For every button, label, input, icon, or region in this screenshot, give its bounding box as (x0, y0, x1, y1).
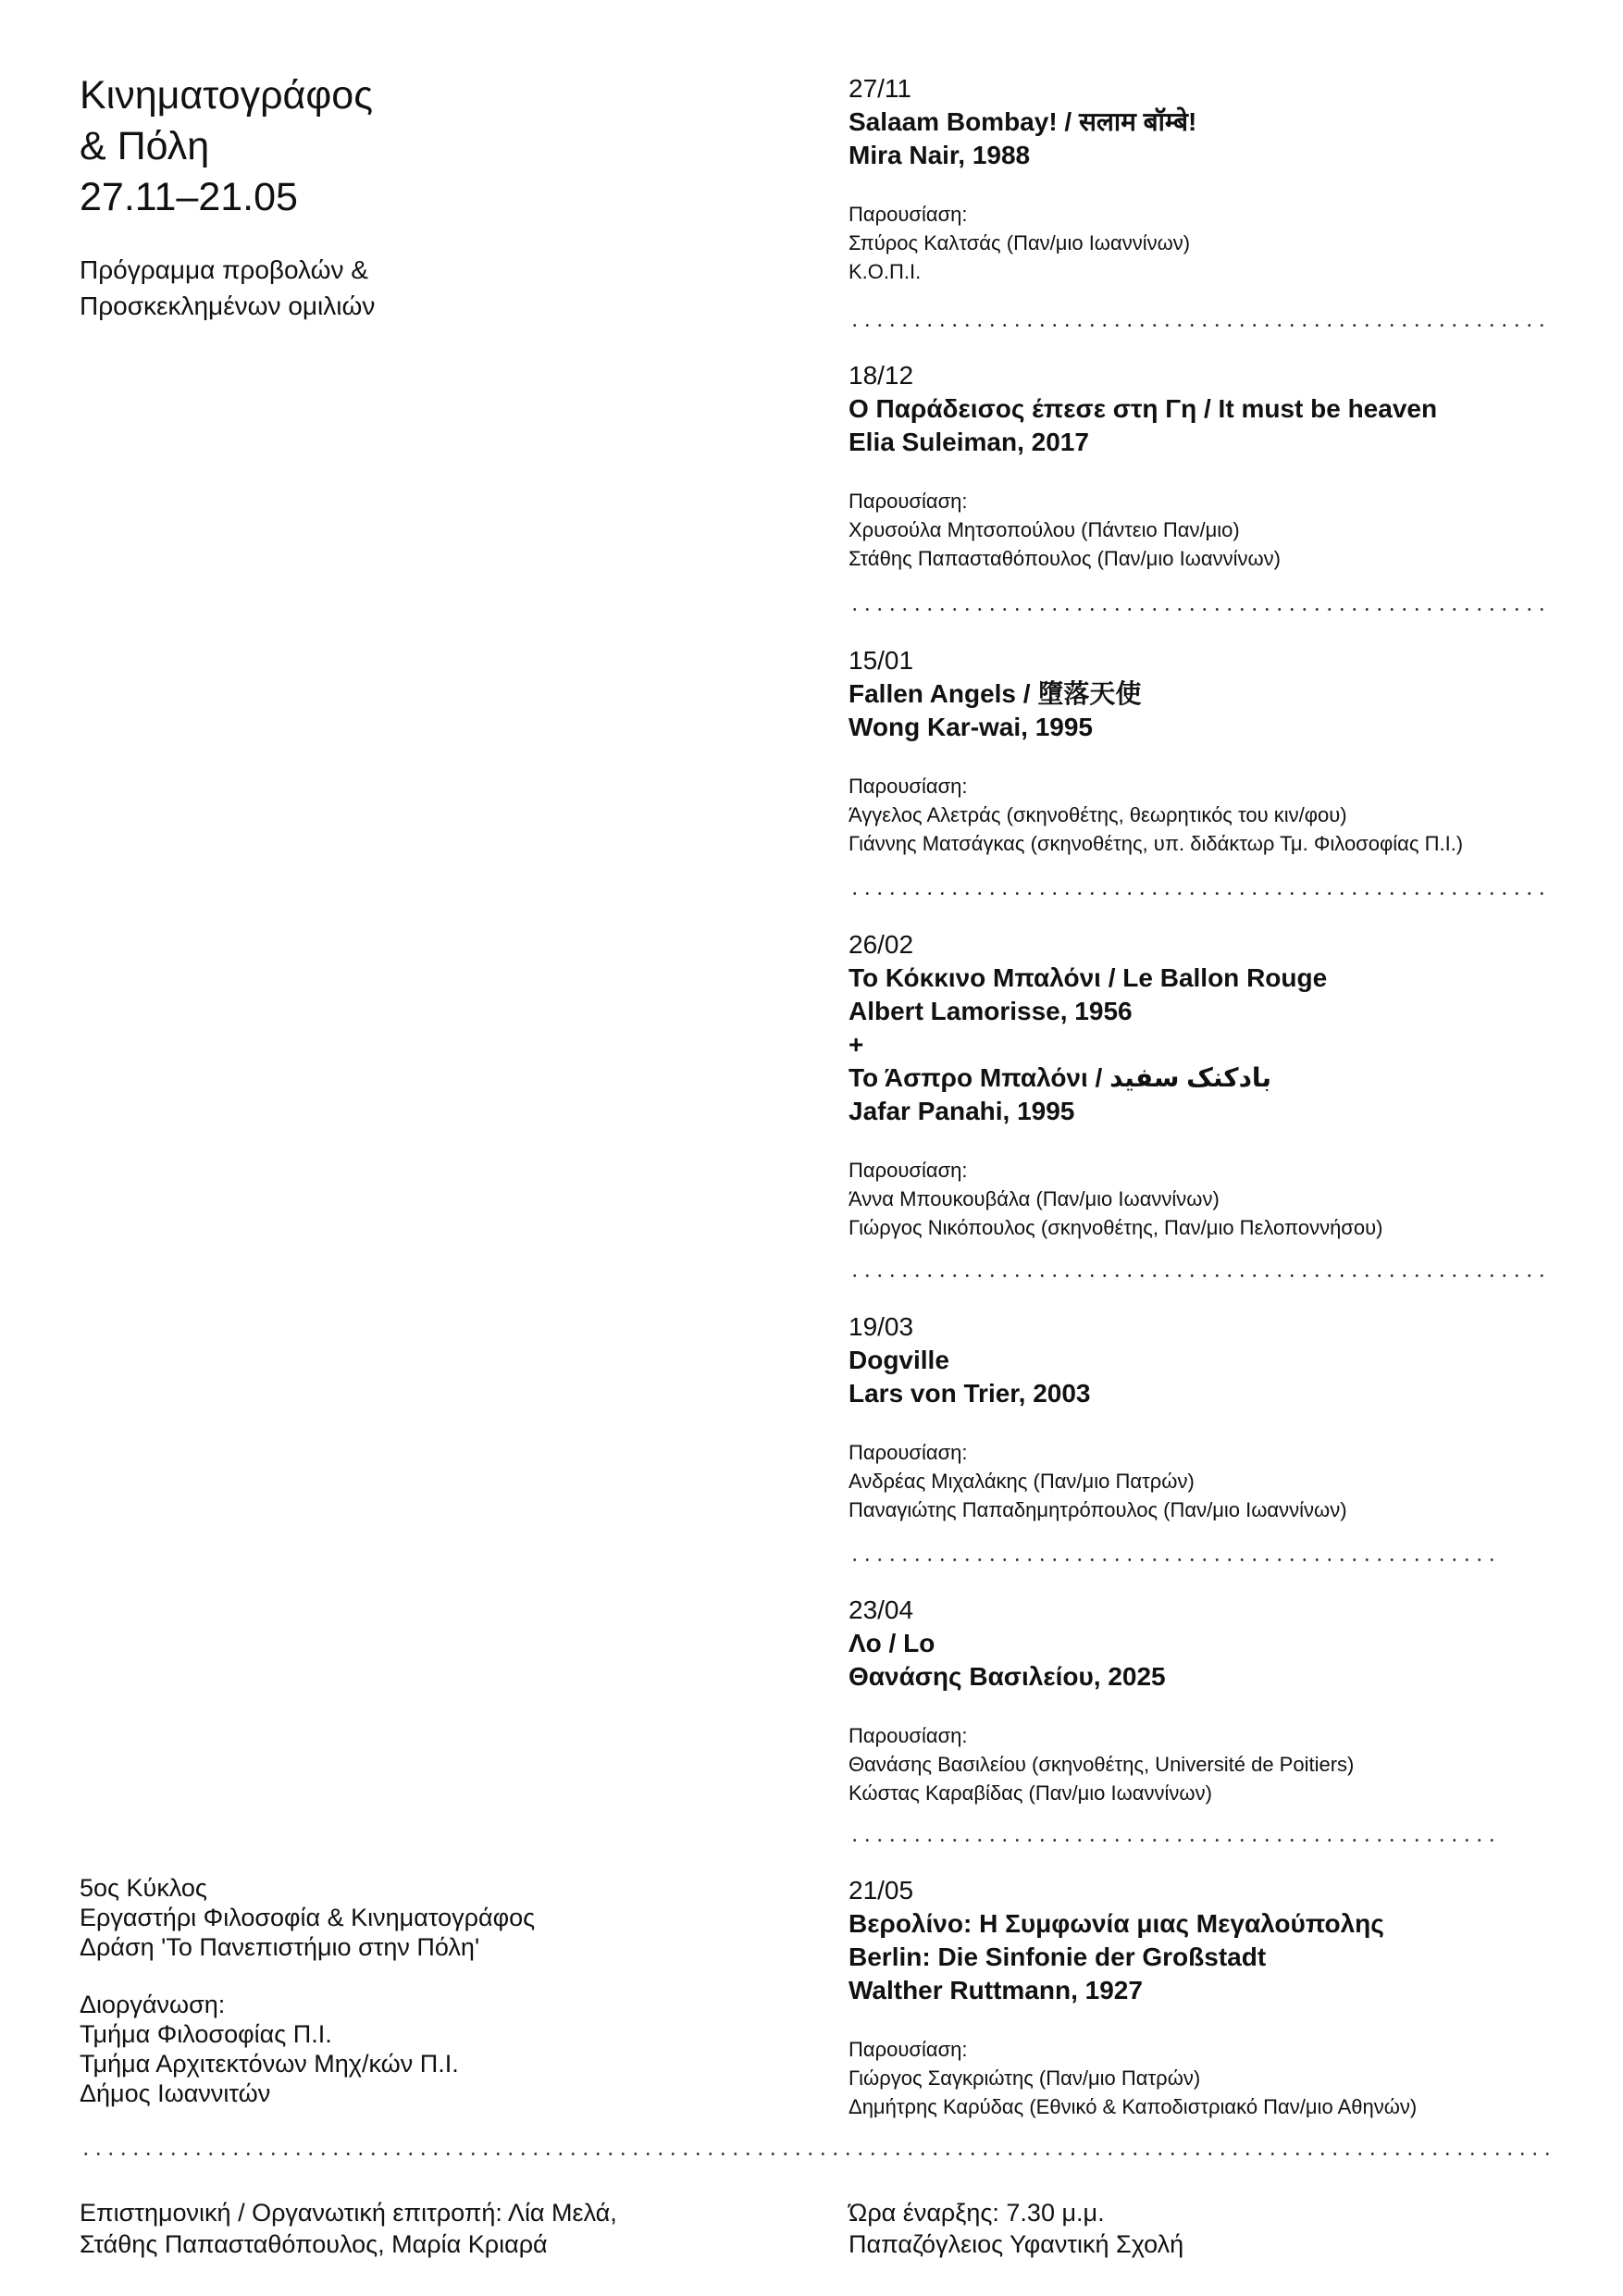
presenter: Γιάννης Ματσάγκας (σκηνοθέτης, υπ. διδάκτωρ Τμ. Φιλοσοφίας Π.Ι.) (849, 832, 1464, 855)
presenter: Άννα Μπουκουβάλα (Παν/μιο Ιωαννίνων) (849, 1187, 1220, 1210)
dotted-divider (849, 608, 1552, 611)
presenter: Δημήτρης Καρύδας (Εθνικό & Καποδιστριακό Παν/μιο Αθηνών) (849, 2095, 1418, 2118)
presenter: Κ.Ο.Π.Ι. (849, 260, 922, 283)
subtitle-line: Προσκεκλημένων ομιλιών (80, 292, 376, 320)
start-time: Ώρα έναρξης: 7.30 μ.μ. (849, 2199, 1105, 2227)
venue: Παπαζόγλειος Υφαντική Σχολή (849, 2230, 1184, 2258)
film-title: Salaam Bombay! / सलाम बॉम्बे! (849, 107, 1197, 136)
screening-item (849, 928, 1580, 1242)
presenter: Γιώργος Νικόπουλος (σκηνοθέτης, Παν/μιο Πελοποννήσου) (849, 1216, 1383, 1239)
screening-item (849, 1874, 1580, 2121)
screening-item (849, 1310, 1580, 1524)
screening-item (849, 1594, 1580, 1807)
film-title: Berlin: Die Sinfonie der Großstadt (849, 1942, 1267, 1971)
film-director-year: Wong Kar-wai, 1995 (849, 713, 1094, 741)
committee-block (80, 2197, 820, 2260)
film-title: Fallen Angels / 墮落天使 (849, 679, 1142, 708)
presentation-label: Παρουσίαση: (849, 203, 968, 226)
dotted-divider (849, 1558, 1496, 1561)
screening-date: 18/12 (849, 361, 914, 390)
presenter: Ανδρέας Μιχαλάκης (Παν/μιο Πατρών) (849, 1470, 1195, 1493)
presenter: Γιώργος Σαγκριώτης (Παν/μιο Πατρών) (849, 2066, 1201, 2090)
screening-date: 26/02 (849, 930, 914, 959)
presenters-block (849, 487, 1580, 573)
film-title: Βερολίνο: Η Συμφωνία μιας Μεγαλούπολης (849, 1909, 1384, 1938)
presenter: Παναγιώτης Παπαδημητρόπουλος (Παν/μιο Ιωαννίνων) (849, 1498, 1347, 1521)
presentation-label: Παρουσίαση: (849, 775, 968, 798)
page-title (80, 70, 727, 223)
cycle-line: 5ος Κύκλος (80, 1874, 207, 1902)
film-title: Dogville (849, 1346, 949, 1374)
venue-block (849, 2197, 1580, 2260)
screening-date: 23/04 (849, 1595, 914, 1624)
film-title: Λο / Lo (849, 1629, 935, 1657)
dotted-divider (849, 324, 1552, 327)
film-director-year: Jafar Panahi, 1995 (849, 1097, 1075, 1125)
screening-date: 27/11 (849, 74, 911, 103)
footer-divider (80, 2153, 1551, 2155)
presentation-label: Παρουσίαση: (849, 1441, 968, 1464)
presenter: Σπύρος Καλτσάς (Παν/μιο Ιωαννίνων) (849, 231, 1191, 254)
dotted-divider (849, 1839, 1496, 1842)
double-feature-plus: + (849, 1030, 864, 1059)
film-director-year: Mira Nair, 1988 (849, 141, 1031, 169)
screening-date: 15/01 (849, 646, 914, 675)
film-director-year: Albert Lamorisse, 1956 (849, 997, 1133, 1025)
dotted-divider (849, 892, 1552, 895)
title-line: & Πόλη (80, 124, 210, 168)
presentation-label: Παρουσίαση: (849, 1159, 968, 1182)
title-date-range: 27.11–21.05 (80, 175, 298, 219)
presenters-block (849, 1721, 1580, 1807)
screening-date: 21/05 (849, 1876, 914, 1905)
title-line: Κινηματογράφος (80, 73, 373, 118)
screening-item (849, 359, 1580, 573)
presenter: Στάθης Παπασταθόπουλος (Παν/μιο Ιωαννίνων) (849, 547, 1281, 570)
organizer: Τμήμα Αρχιτεκτόνων Μηχ/κών Π.Ι. (80, 2050, 459, 2078)
film-title: Ο Παράδεισος έπεσε στη Γη / It must be heaven (849, 394, 1438, 423)
film-director-year: Lars von Trier, 2003 (849, 1379, 1091, 1408)
cycle-line: Εργαστήρι Φιλοσοφία & Κινηματογράφος (80, 1904, 536, 1931)
presenters-block (849, 200, 1580, 286)
film-director-year: Θανάσης Βασιλείου, 2025 (849, 1662, 1166, 1691)
presenter: Κώστας Καραβίδας (Παν/μιο Ιωαννίνων) (849, 1781, 1212, 1805)
presentation-label: Παρουσίαση: (849, 1724, 968, 1747)
committee-line: Στάθης Παπασταθόπουλος, Μαρία Κριαρά (80, 2230, 548, 2258)
presentation-label: Παρουσίαση: (849, 2038, 968, 2061)
committee-line: Επιστημονική / Οργανωτική επιτροπή: Λία Μελά, (80, 2199, 617, 2227)
film-title: Το Άσπρο Μπαλόνι / بادکنک سفید (849, 1063, 1271, 1092)
subtitle-line: Πρόγραμμα προβολών & (80, 255, 368, 284)
presenters-block (849, 2035, 1580, 2121)
screening-item (849, 72, 1580, 286)
organizers-label: Διοργάνωση: (80, 1991, 226, 2018)
presenter: Άγγελος Αλετράς (σκηνοθέτης, θεωρητικός του κιν/φου) (849, 803, 1347, 826)
film-title: Το Κόκκινο Μπαλόνι / Le Ballon Rouge (849, 963, 1328, 992)
film-director-year: Elia Suleiman, 2017 (849, 428, 1089, 456)
organization-block (80, 1873, 820, 2108)
dotted-divider (849, 1274, 1552, 1277)
screening-date: 19/03 (849, 1312, 914, 1341)
organizer: Τμήμα Φιλοσοφίας Π.Ι. (80, 2020, 332, 2048)
cycle-line: Δράση 'Το Πανεπιστήμιο στην Πόλη' (80, 1933, 480, 1961)
organizer: Δήμος Ιωαννιτών (80, 2079, 271, 2107)
presenters-block (849, 1156, 1580, 1242)
screening-item (849, 644, 1580, 858)
presenters-block (849, 772, 1580, 858)
presenters-block (849, 1438, 1580, 1524)
presenter: Θανάσης Βασιλείου (σκηνοθέτης, Université de Poitiers) (849, 1753, 1355, 1776)
page-subtitle (80, 252, 727, 324)
film-director-year: Walther Ruttmann, 1927 (849, 1976, 1143, 2004)
presenter: Χρυσούλα Μητσοπούλου (Πάντειο Παν/μιο) (849, 518, 1240, 541)
spacer (80, 1962, 820, 1990)
presentation-label: Παρουσίαση: (849, 490, 968, 513)
